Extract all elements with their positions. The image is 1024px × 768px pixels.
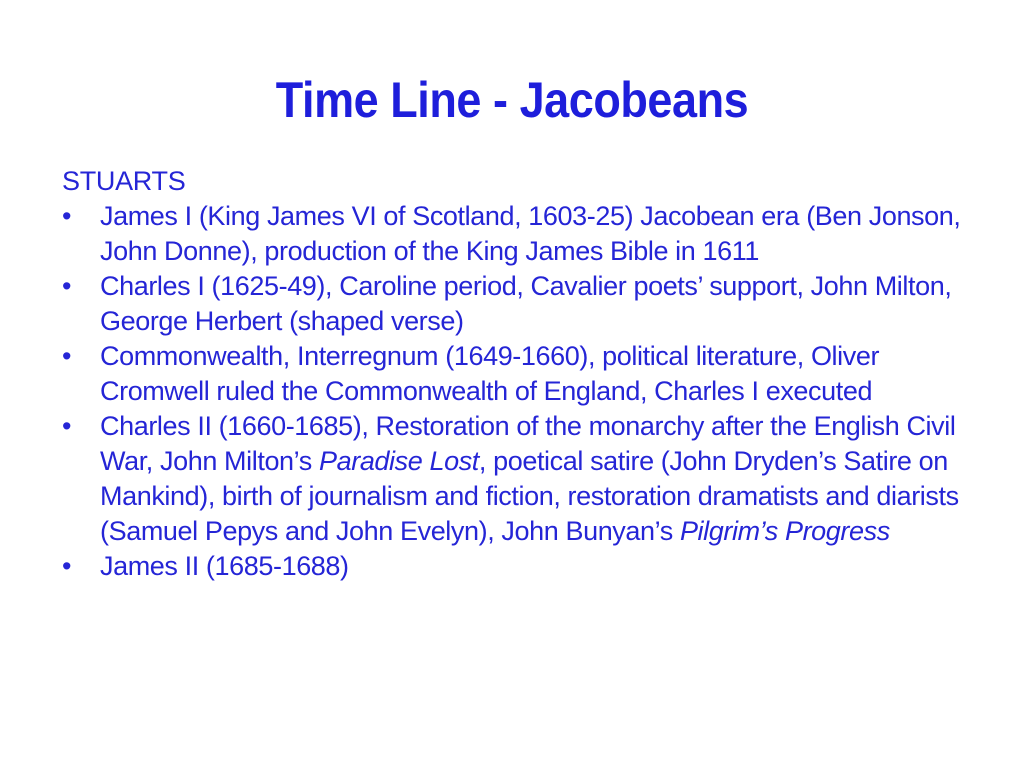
section-heading: STUARTS [62, 166, 186, 196]
italic-title-paradise-lost: Paradise Lost [319, 446, 479, 476]
bullet-list [62, 199, 992, 584]
bullet-text: Commonwealth, Interregnum (1649-1660), political literature, Oliver Cromwell ruled the Commonwealth of England, Charles I executed [100, 341, 880, 406]
bullet-text: Charles I (1625-49), Caroline period, Cavalier poets’ support, John Milton, George Herbert (shaped verse) [100, 271, 952, 336]
bullet-item-commonwealth [62, 339, 992, 409]
bullet-item-charles-ii [62, 409, 992, 549]
bullet-icon: • [62, 201, 72, 231]
bullet-icon: • [62, 551, 72, 581]
bullet-item-james-ii [62, 549, 992, 584]
bullet-icon: • [62, 411, 72, 441]
bullet-text-part: , poetical satire (John Dryden’s Satire on Mankind), birth of journalism and fiction, restoration dramatists and diarists (Samuel Pepys and John Evelyn), John Bunyan’s [100, 446, 959, 546]
bullet-item-james-i [62, 199, 992, 269]
bullet-text: James II (1685-1688) [100, 551, 349, 581]
italic-title-pilgrims-progress: Pilgrim’s Progress [679, 516, 890, 546]
bullet-text-part: Charles II (1660-1685), Restoration of the monarchy after the English Civil War, John Milton’s [100, 411, 956, 476]
bullet-icon: • [62, 271, 72, 301]
slide-title: Time Line - Jacobeans [275, 72, 749, 128]
slide-body [62, 164, 992, 584]
bullet-item-charles-i [62, 269, 992, 339]
bullet-text: James I (King James VI of Scotland, 1603-25) Jacobean era (Ben Jonson, John Donne), production of the King James Bible in 1611 [100, 201, 961, 266]
bullet-icon: • [62, 341, 72, 371]
